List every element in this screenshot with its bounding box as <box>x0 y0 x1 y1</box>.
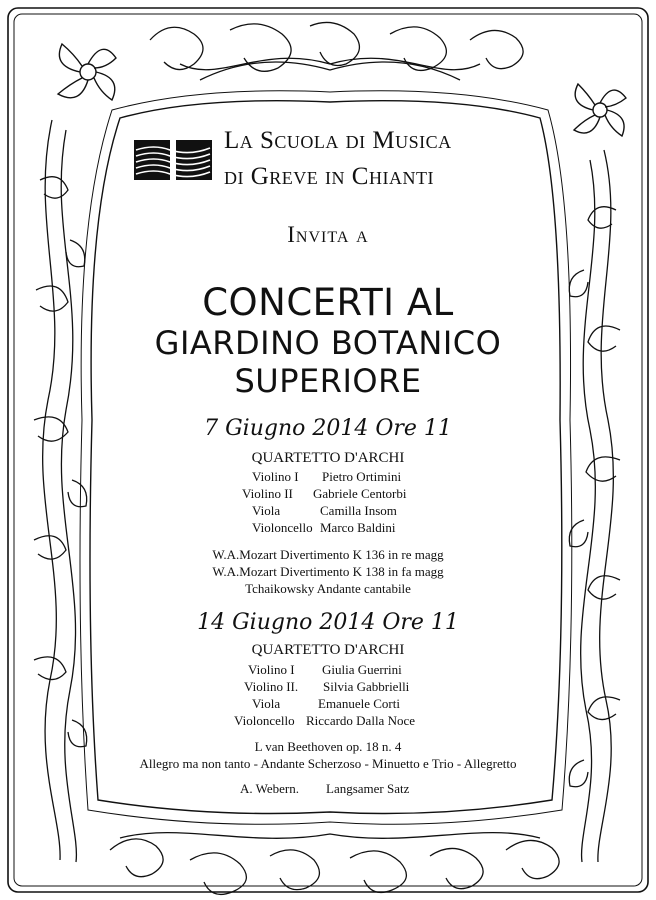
concert1-ensemble: QUARTETTO D'ARCHI <box>251 450 405 466</box>
performer-name: Pietro Ortimini <box>322 469 402 484</box>
performer-name: Giulia Guerrini <box>322 662 402 677</box>
performer-name: Camilla Insom <box>320 503 397 518</box>
concert1-performer-row <box>0 485 656 502</box>
performer-role: Violino II <box>242 486 293 501</box>
concert1-program-item: W.A.Mozart Divertimento K 136 in re magg <box>212 547 444 562</box>
concert2-performer-row <box>0 661 656 678</box>
performer-name: Emanuele Corti <box>318 696 400 711</box>
title-line1: CONCERTI AL <box>202 281 454 324</box>
performer-name: Gabriele Centorbi <box>313 486 407 501</box>
concert1-performer-row <box>0 502 656 519</box>
webern-work: Langsamer Satz <box>326 781 410 796</box>
performer-role: Violino I <box>248 662 295 677</box>
concert1-date: 7 Giugno 2014 Ore 11 <box>204 416 452 441</box>
performer-role: Violino I <box>252 469 299 484</box>
concert2-program-item: Allegro ma non tanto - Andante Scherzoso - Minuetto e Trio - Allegretto <box>139 756 517 771</box>
concert1-program-item: W.A.Mozart Divertimento K 138 in fa magg <box>212 564 444 579</box>
school-name-line1: La Scuola di Musica <box>224 127 452 154</box>
concert2-ensemble: QUARTETTO D'ARCHI <box>251 642 405 658</box>
concert1-performer-row <box>0 519 656 536</box>
concert2-date: 14 Giugno 2014 Ore 11 <box>197 610 459 635</box>
title-line2: GIARDINO BOTANICO <box>154 324 502 362</box>
concert1-program-item: Tchaikowsky Andante cantabile <box>245 581 411 596</box>
concert2-performer-row <box>0 678 656 695</box>
performer-role: Viola <box>252 696 281 711</box>
performer-name: Silvia Gabbrielli <box>323 679 410 694</box>
performer-role: Violoncello <box>252 520 313 535</box>
concert1-performer-row <box>0 468 656 485</box>
concert2-webern-row <box>0 780 656 797</box>
performer-role: Violoncello <box>234 713 295 728</box>
performer-name: Riccardo Dalla Noce <box>306 713 416 728</box>
school-logo <box>134 140 212 180</box>
performer-role: Violino II. <box>244 679 299 694</box>
concert2-program-item: L van Beethoven op. 18 n. 4 <box>254 739 402 754</box>
title-line3: SUPERIORE <box>234 362 422 400</box>
concert2-performer-row <box>0 712 656 729</box>
school-name-line2: di Greve in Chianti <box>224 163 434 190</box>
performer-name: Marco Baldini <box>320 520 396 535</box>
performer-role: Viola <box>252 503 281 518</box>
concert2-performer-row <box>0 695 656 712</box>
webern-composer: A. Webern. <box>240 781 300 796</box>
invite-text: Invita a <box>287 222 369 247</box>
